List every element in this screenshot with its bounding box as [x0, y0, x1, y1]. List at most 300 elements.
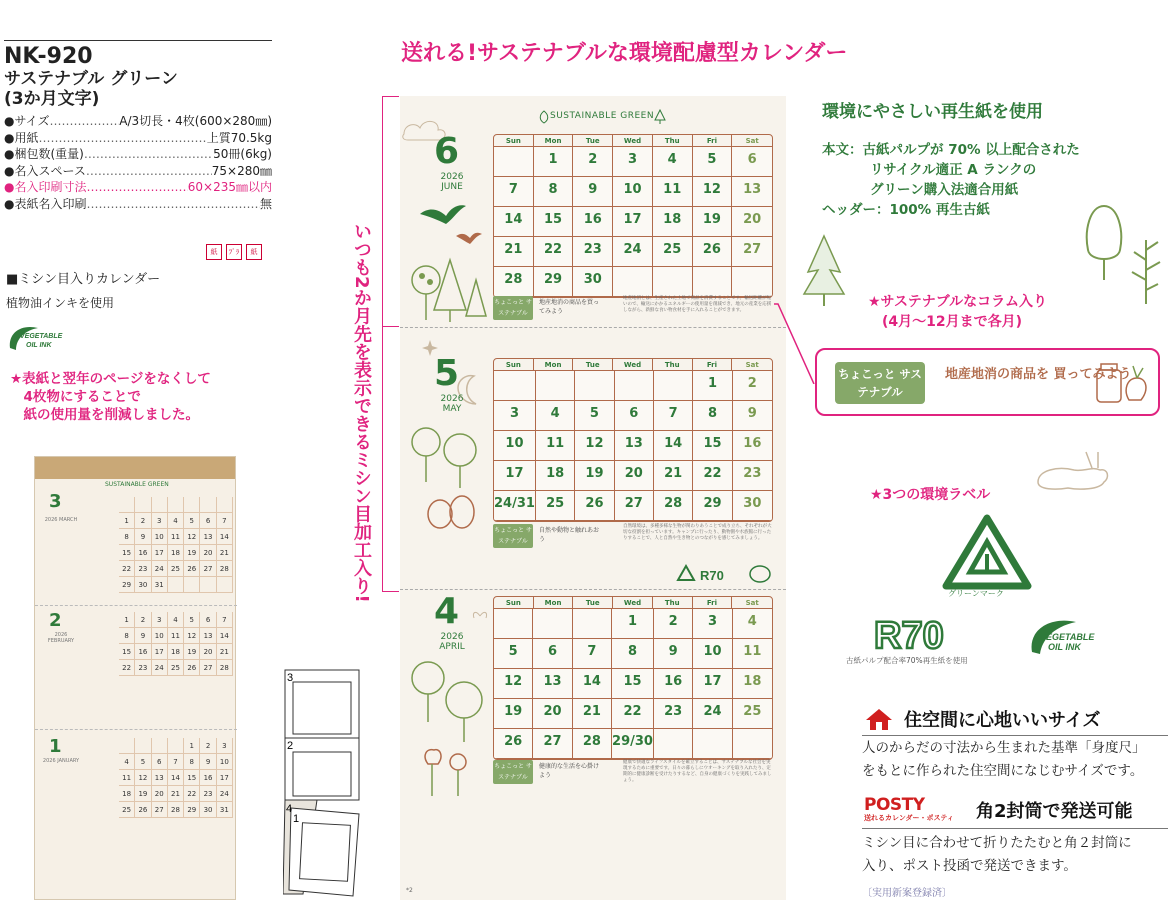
- thumb-day-cell: 25: [119, 802, 135, 818]
- day-cell: 21: [654, 461, 693, 491]
- vegetable-oil-ink-logo-icon: [1026, 612, 1104, 660]
- thumb-day-cell: 9: [135, 529, 151, 545]
- callout-text: 地産地消の商品を 買ってみよう: [945, 367, 1132, 382]
- weekday-label: Tue: [573, 597, 613, 609]
- callout-leader-line: [774, 300, 818, 384]
- tree-icon: [800, 232, 848, 308]
- perforation-bracket: [382, 96, 400, 592]
- day-cell: 3: [613, 147, 653, 177]
- day-cell: [653, 267, 693, 297]
- day-cell: 11: [653, 177, 693, 207]
- day-cell: 2: [573, 147, 613, 177]
- veg-logo-line2: OIL INK: [26, 342, 52, 349]
- day-cells: [494, 147, 772, 297]
- thumb-day-cell: [217, 577, 233, 593]
- thumb-day-cell: 20: [152, 786, 168, 802]
- thumb-day-cell: 29: [119, 577, 135, 593]
- thumb-day-cell: 27: [152, 802, 168, 818]
- day-cell: 2: [654, 609, 693, 639]
- thumb-day-cell: 20: [200, 545, 216, 561]
- eco-labels-icon: [676, 562, 772, 588]
- thumb-day-cell: [217, 497, 233, 513]
- thumb-day-cell: 14: [217, 628, 233, 644]
- weekday-label: Wed: [613, 359, 653, 371]
- day-cell: 22: [534, 237, 574, 267]
- thumb-day-cell: 4: [119, 754, 135, 770]
- spec-row-highlight: [4, 179, 272, 196]
- day-cell: 13: [533, 669, 572, 699]
- thumb-day-cell: 19: [184, 644, 200, 660]
- thumb-day-cell: 6: [200, 513, 216, 529]
- sustainable-column: [493, 524, 773, 550]
- day-cell: 22: [612, 699, 654, 729]
- fold-label: 2: [287, 740, 294, 752]
- note-line: 紙の使用量を削減しました。: [10, 407, 199, 423]
- thumb-day-cell: 28: [217, 660, 233, 676]
- month-grid-april: [493, 596, 773, 760]
- day-cell: 23: [733, 461, 772, 491]
- weekday-label: Thu: [653, 359, 693, 371]
- spec-key: ●名入スペース: [4, 163, 86, 178]
- day-cell: 27: [732, 237, 772, 267]
- thumb-day-cell: 31: [217, 802, 233, 818]
- day-cell: [613, 267, 653, 297]
- thumb-day-cell: 28: [217, 561, 233, 577]
- day-cell: 30: [573, 267, 613, 297]
- feature-line: 人のからだの寸法から生まれた基準「身度尺」: [862, 740, 1146, 756]
- thumb-day-cell: 1: [184, 738, 200, 754]
- thumb-month-num: 3: [49, 491, 62, 512]
- fold-label: 1: [293, 813, 300, 825]
- thumb-day-cell: 18: [119, 786, 135, 802]
- day-cell: 27: [615, 491, 654, 521]
- day-cell: [494, 147, 534, 177]
- day-cell: [693, 729, 732, 759]
- thumb-day-cell: 3: [152, 612, 168, 628]
- spec-row: [4, 163, 272, 180]
- thumb-day-cell: [152, 497, 168, 513]
- weekday-label: Sun: [494, 359, 534, 371]
- thumb-day-cell: 24: [152, 561, 168, 577]
- day-cell: 5: [575, 401, 614, 431]
- tree-icon: [654, 109, 666, 125]
- divider: [862, 735, 1168, 736]
- day-cell: 16: [573, 207, 613, 237]
- column-body: 自然環境は、多種多様な生物が関わりあうことで成り立ち、それぞれが大切な役割を担っています。キャンプに行ったり、動物園や水族館に行ったりすることで、人と自然や生き物とのつながりを感じてみましょう。: [623, 524, 772, 541]
- day-cell: 20: [533, 699, 572, 729]
- day-cell: 15: [693, 431, 732, 461]
- thumb-day-cell: 15: [184, 770, 200, 786]
- sustainable-column: [493, 296, 773, 322]
- posty-logo-text: POSTY: [864, 795, 925, 815]
- day-cell: 30: [733, 491, 772, 521]
- thumb-day-cell: 11: [168, 628, 184, 644]
- thumb-day-cell: 24: [217, 786, 233, 802]
- thumb-day-cell: 7: [217, 612, 233, 628]
- day-cell: 29: [693, 491, 732, 521]
- thumb-day-cell: 9: [200, 754, 216, 770]
- thumb-day-cell: [184, 577, 200, 593]
- thumb-day-cell: 21: [217, 545, 233, 561]
- thumb-month-sub: 2026 JANUARY: [42, 758, 80, 764]
- recycle-icons: [206, 244, 262, 260]
- feature-line: をもとに作られた住空間になじむサイズです。: [862, 763, 1144, 779]
- thumb-day-cell: 15: [119, 644, 135, 660]
- thumb-day-cell: 19: [135, 786, 151, 802]
- thumb-grid: [119, 612, 233, 676]
- paper-line: 本文：古紙パルプが 70% 以上配合された: [822, 142, 1080, 158]
- day-cell: 24/31: [494, 491, 536, 521]
- feature-line: ミシン目に合わせて折りたたむと角２封筒に: [862, 835, 1132, 851]
- utility-model-note: 〔実用新案登録済〕: [862, 888, 952, 899]
- feature-size-body: [862, 737, 1146, 783]
- thumb-day-cell: 27: [200, 660, 216, 676]
- day-cell: 1: [612, 609, 654, 639]
- feature-mail-title: 角2封筒で発送可能: [976, 801, 1133, 822]
- thumb-day-cell: 23: [135, 561, 151, 577]
- thumb-day-cell: 12: [184, 628, 200, 644]
- product-name-line1: サステナブル グリーン: [4, 69, 178, 89]
- thumb-day-cell: 18: [168, 644, 184, 660]
- thumb-day-cell: 13: [200, 529, 216, 545]
- day-cell: 5: [494, 639, 533, 669]
- thumb-day-cell: 22: [119, 660, 135, 676]
- column-body: 健康で快適なライフスタイルを確立することは、サステナブルな社会を実現するために重要です。日々の暮らしにウオーキングを取り入れたり、定期的に健康診断を受けたりするなど、自身の健康づくりを実践してみましょう。: [623, 760, 772, 783]
- thumb-day-cell: 6: [152, 754, 168, 770]
- day-cell: 6: [732, 147, 772, 177]
- day-cell: 21: [494, 237, 534, 267]
- day-cell: [533, 609, 572, 639]
- folding-diagram-icon: [283, 668, 363, 898]
- day-cell: 7: [654, 401, 693, 431]
- day-cell: 13: [732, 177, 772, 207]
- day-cell: 4: [653, 147, 693, 177]
- thumb-day-cell: 23: [135, 660, 151, 676]
- day-cell: [494, 609, 533, 639]
- weekday-label: Thu: [653, 597, 693, 609]
- thumb-day-cell: 8: [184, 754, 200, 770]
- day-cell: 21: [573, 699, 612, 729]
- weekday-label: Fri: [693, 597, 733, 609]
- thumb-day-cell: 16: [200, 770, 216, 786]
- thumb-pane-february: [35, 605, 237, 745]
- thumb-day-cell: 24: [152, 660, 168, 676]
- day-cell: 28: [654, 491, 693, 521]
- thumb-day-cell: 1: [119, 612, 135, 628]
- spec-row: [4, 113, 272, 130]
- thumb-day-cell: 17: [152, 545, 168, 561]
- day-cell: 14: [573, 669, 612, 699]
- day-cell: 12: [494, 669, 533, 699]
- thumb-day-cell: 2: [135, 513, 151, 529]
- thumb-day-cell: 4: [168, 513, 184, 529]
- weekday-label: Sun: [494, 135, 534, 147]
- thumb-day-cell: [135, 738, 151, 754]
- poster-title: SUSTAINABLE GREEN: [550, 111, 655, 121]
- thumb-day-cell: 27: [200, 561, 216, 577]
- thumb-day-cell: 13: [200, 628, 216, 644]
- day-cell: 17: [494, 461, 536, 491]
- day-cell: 20: [732, 207, 772, 237]
- feature-size: [864, 706, 1101, 732]
- weekday-label: Sat: [732, 359, 772, 371]
- spec-key: ●名入印刷寸法: [4, 180, 87, 194]
- day-cell: 23: [573, 237, 613, 267]
- thumb-day-cell: 19: [184, 545, 200, 561]
- day-cell: 24: [613, 237, 653, 267]
- thumb-day-cell: 16: [135, 545, 151, 561]
- thumb-day-cell: [200, 497, 216, 513]
- spec-value: 無: [259, 196, 272, 211]
- spec-row: [4, 146, 272, 163]
- day-cell: [536, 371, 575, 401]
- thumb-day-cell: 14: [217, 529, 233, 545]
- thumb-day-cell: 18: [168, 545, 184, 561]
- paper-line: ヘッダー：100% 再生古紙: [822, 202, 990, 218]
- weekday-label: Sun: [494, 597, 534, 609]
- thumb-day-cell: 10: [217, 754, 233, 770]
- day-cell: 25: [536, 491, 575, 521]
- thumb-day-cell: 10: [152, 529, 168, 545]
- spec-value: 上質70.5kg: [206, 130, 272, 145]
- weekday-label: Sat: [732, 135, 772, 147]
- month-number: 5: [434, 353, 460, 394]
- day-cell: 23: [654, 699, 693, 729]
- column-callout: [815, 348, 1160, 416]
- thumb-day-cell: 30: [135, 577, 151, 593]
- thumb-day-cell: 13: [152, 770, 168, 786]
- weekday-label: Fri: [693, 135, 733, 147]
- thumb-day-cell: 11: [119, 770, 135, 786]
- thumb-day-cell: 22: [119, 561, 135, 577]
- day-cell: 15: [534, 207, 574, 237]
- day-cell: 19: [693, 207, 733, 237]
- weekday-label: Mon: [534, 597, 574, 609]
- weekday-header: [494, 359, 772, 371]
- plastic-recycle-icon: ﾌﾟﾗ: [226, 244, 242, 260]
- day-cell: 11: [536, 431, 575, 461]
- green-mark-icon: [942, 514, 1032, 590]
- calendar-poster: [400, 96, 786, 900]
- day-cell: 10: [693, 639, 732, 669]
- thumb-day-cell: [152, 738, 168, 754]
- thumb-day-cell: 2: [135, 612, 151, 628]
- thumb-day-cell: 17: [152, 644, 168, 660]
- fold-label: 3: [287, 672, 294, 684]
- thumb-day-cell: [135, 497, 151, 513]
- rabbit-icon: [1028, 448, 1132, 500]
- thumb-day-cell: [200, 577, 216, 593]
- thumb-day-cell: 25: [168, 561, 184, 577]
- spec-key: ●表紙名入印刷: [4, 196, 87, 211]
- perforation-line: [400, 327, 786, 328]
- spec-value: 60×235㎜以内: [187, 180, 272, 194]
- feature-mail-body: [862, 832, 1132, 878]
- thumb-grid: [119, 497, 233, 593]
- day-cell: 5: [693, 147, 733, 177]
- paper-recycle-icon: 紙: [246, 244, 262, 260]
- thumb-day-cell: 5: [184, 513, 200, 529]
- thumb-pane-january: [35, 729, 237, 869]
- thumb-day-cell: [168, 577, 184, 593]
- day-cell: 1: [693, 371, 732, 401]
- day-cell: 15: [612, 669, 654, 699]
- product-code: NK-920: [4, 44, 93, 69]
- spec-value: 75×280㎜: [211, 163, 272, 178]
- column-star: ★サステナブルなコラム入り: [868, 294, 1048, 310]
- day-cell: 18: [653, 207, 693, 237]
- thumb-day-cell: 11: [168, 529, 184, 545]
- day-cell: 8: [612, 639, 654, 669]
- thumb-month-num: 1: [49, 736, 62, 757]
- day-cell: 13: [615, 431, 654, 461]
- thumb-day-cell: 8: [119, 529, 135, 545]
- thumb-day-cell: 9: [135, 628, 151, 644]
- thumb-day-cell: 7: [217, 513, 233, 529]
- thumb-day-cell: 12: [135, 770, 151, 786]
- r70-mark-icon: [870, 610, 970, 654]
- thumb-day-cell: 31: [152, 577, 168, 593]
- month-grid-june: [493, 134, 773, 298]
- day-cell: [573, 609, 612, 639]
- weekday-label: Fri: [693, 359, 733, 371]
- day-cell: 20: [615, 461, 654, 491]
- product-info: [4, 40, 272, 212]
- thumb-day-cell: 15: [119, 545, 135, 561]
- thumb-day-cell: 5: [184, 612, 200, 628]
- thumb-day-cell: 16: [135, 644, 151, 660]
- thumb-grid: [119, 738, 233, 818]
- fold-label: 4: [286, 803, 293, 815]
- perforation-line: [400, 589, 786, 590]
- day-cell: 9: [733, 401, 772, 431]
- thumb-day-cell: 25: [168, 660, 184, 676]
- main-headline: 送れる!サステナブルな環境配慮型カレンダー: [401, 41, 848, 66]
- thumb-day-cell: 5: [135, 754, 151, 770]
- trees-illustration-icon: [1076, 200, 1170, 310]
- recycled-paper-title: 環境にやさしい再生紙を使用: [822, 102, 1043, 122]
- day-cell: 9: [573, 177, 613, 207]
- weekday-label: Tue: [573, 359, 613, 371]
- house-icon: [864, 707, 894, 731]
- spec-value: 50冊(6kg): [213, 147, 272, 161]
- thumb-day-cell: 4: [168, 612, 184, 628]
- day-cell: 17: [613, 207, 653, 237]
- day-cell: 25: [653, 237, 693, 267]
- thumb-day-cell: [184, 497, 200, 513]
- thumb-day-cell: 14: [168, 770, 184, 786]
- thumb-day-cell: 7: [168, 754, 184, 770]
- weekday-label: Wed: [613, 597, 653, 609]
- day-cell: 17: [693, 669, 732, 699]
- eco-labels-note: ★3つの環境ラベル: [870, 487, 991, 503]
- day-cells: [494, 609, 772, 759]
- thumb-day-cell: 12: [184, 529, 200, 545]
- day-cell: 28: [494, 267, 534, 297]
- thumb-day-cell: 3: [152, 513, 168, 529]
- thumb-day-cell: 22: [184, 786, 200, 802]
- day-cell: 25: [733, 699, 772, 729]
- eco-r70-text: R70: [700, 568, 724, 583]
- weekday-header: [494, 135, 772, 147]
- day-cell: 26: [575, 491, 614, 521]
- day-cell: [615, 371, 654, 401]
- day-cell: 4: [536, 401, 575, 431]
- thumb-day-cell: 30: [200, 802, 216, 818]
- day-cell: [733, 729, 772, 759]
- posty-logo: [864, 797, 966, 823]
- month-number: 4: [434, 591, 460, 632]
- leaf-icon: [538, 110, 550, 124]
- jar-vegetable-icon: [1093, 360, 1151, 406]
- weekday-label: Thu: [653, 135, 693, 147]
- r70-text: R70: [874, 615, 944, 654]
- day-cell: [693, 267, 733, 297]
- spec-list: [4, 113, 272, 212]
- day-cell: 7: [573, 639, 612, 669]
- day-cell: 8: [693, 401, 732, 431]
- month-name: JUNE: [441, 182, 463, 192]
- spec-value: A/3切長・4枚(600×280㎜): [119, 114, 272, 128]
- spec-row: [4, 130, 272, 147]
- day-cell: 14: [494, 207, 534, 237]
- thumb-day-cell: 29: [184, 802, 200, 818]
- thumb-day-cell: 2: [200, 738, 216, 754]
- note-line: ★表紙と翌年のページをなくして: [10, 371, 211, 387]
- day-cell: 22: [693, 461, 732, 491]
- day-cell: 3: [693, 609, 732, 639]
- month-name: APRIL: [439, 642, 465, 652]
- weekday-label: Wed: [613, 135, 653, 147]
- column-title: 地産地消の商品を買ってみよう: [539, 299, 600, 315]
- day-cell: 6: [533, 639, 572, 669]
- spec-key: ●用紙: [4, 130, 39, 145]
- day-cell: 27: [533, 729, 572, 759]
- day-cell: [654, 729, 693, 759]
- thumb-title: SUSTAINABLE GREEN: [105, 481, 169, 488]
- veg-logo-line1: VEGETABLE: [20, 333, 63, 340]
- day-cell: 24: [693, 699, 732, 729]
- day-cell: 19: [494, 699, 533, 729]
- reduction-note: [10, 370, 211, 424]
- day-cell: 2: [733, 371, 772, 401]
- vegetable-oil-ink-logo-icon: [4, 318, 78, 358]
- r70-label: 古紙パルプ配合率70%再生紙を使用: [846, 656, 968, 665]
- perforation-vertical-text: いつも2か月先を表示できるミシン目加工入り!: [351, 222, 372, 603]
- day-cell: [654, 371, 693, 401]
- day-cell: 10: [494, 431, 536, 461]
- calendar-header-bar: [35, 457, 235, 479]
- thumb-month-num: 2: [49, 610, 62, 631]
- weekday-label: Mon: [534, 359, 574, 371]
- thumb-day-cell: 28: [168, 802, 184, 818]
- thumb-day-cell: [168, 738, 184, 754]
- posty-logo-sub: 送れるカレンダー・ポスティ: [864, 814, 954, 822]
- day-cell: [732, 267, 772, 297]
- thumb-pane-march: [35, 477, 237, 617]
- month-year: 2026: [440, 632, 464, 642]
- feature-mail: [864, 797, 1133, 823]
- ink-text: 植物油インキを使用: [6, 296, 115, 310]
- thumb-day-cell: 26: [184, 561, 200, 577]
- thumb-day-cell: 21: [217, 644, 233, 660]
- thumb-day-cell: [119, 738, 135, 754]
- day-cell: [494, 371, 536, 401]
- day-cell: 16: [654, 669, 693, 699]
- day-cell: 1: [534, 147, 574, 177]
- thumb-month-sub: 2026 FEBRUARY: [47, 632, 75, 644]
- paper-line: グリーン購入法適合用紙: [870, 182, 1019, 198]
